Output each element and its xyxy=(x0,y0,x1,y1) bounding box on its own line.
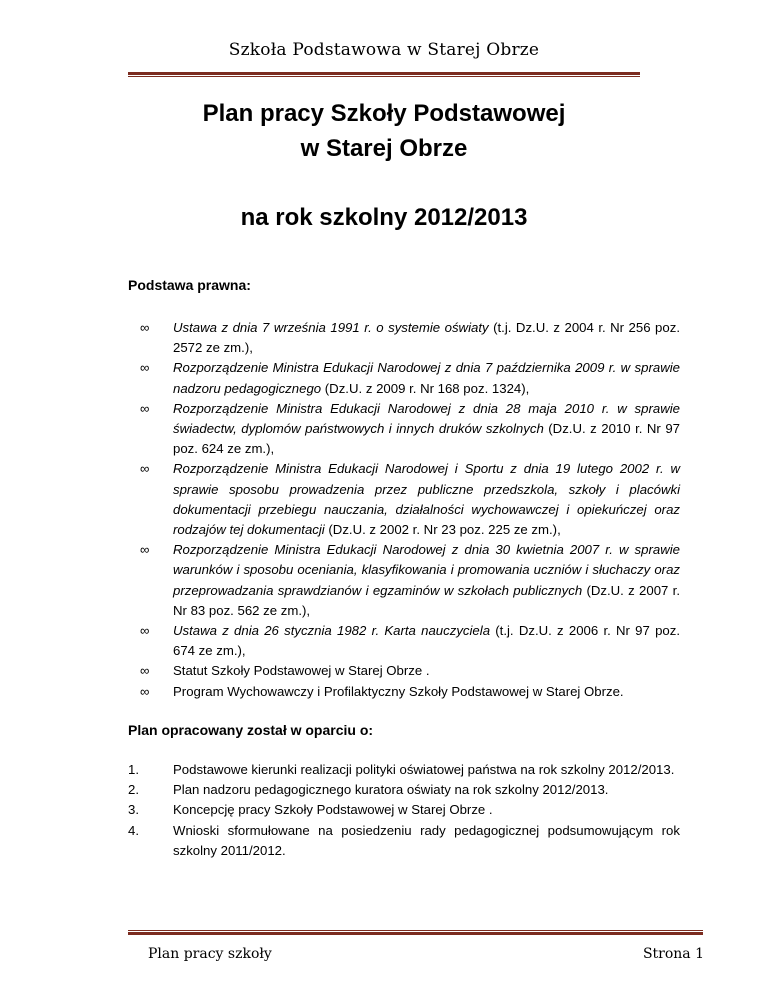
infinity-bullet-icon: ∞ xyxy=(140,320,150,335)
list-item: ∞ Program Wychowawczy i Profilaktyczny Szkoły Podstawowej w Starej Obrze. xyxy=(128,682,680,702)
infinity-bullet-icon: ∞ xyxy=(140,663,150,679)
title-line-2: w Starej Obrze xyxy=(300,135,468,162)
based-on-heading: Plan opracowany został w oparciu o: xyxy=(128,722,374,738)
infinity-bullet-icon: ∞ xyxy=(140,683,150,699)
item-number: 1. xyxy=(128,762,139,777)
list-item: 3. Koncepcję pracy Szkoły Podstawowej w Starej Obrze . xyxy=(128,800,680,820)
list-item: ∞ Rozporządzenie Ministra Edukacji Narodowej z dnia 30 kwietnia 2007 r. w sprawie warunków i sposobu oceniania, klasyfikowania i promowania uczniów i słuchaczy oraz przeprowadzania sprawdzianów i egzaminów w szkołach publicznych (Dz.U. z 2007 r. Nr 83 poz. 562 ze zm.), xyxy=(140,542,680,618)
list-item: 4. Wnioski sformułowane na posiedzeniu rady pedagogicznej podsumowującym rok szkolny 2011/2012. xyxy=(128,822,680,858)
list-item: ∞ Rozporządzenie Ministra Edukacji Narodowej i Sportu z dnia 19 lutego 2002 r. w sprawie sposobu prowadzenia przez publiczne przedszkola, szkoły i placówki dokumentacji przebiegu nauczania, działalności wychowawczej i opiekuńczej oraz rodzajów tej dokumentacji (Dz.U. z 2002 r. Nr 23 poz. 225 ze zm.), xyxy=(140,461,680,538)
list-item: ∞ Rozporządzenie Ministra Edukacji Narodowej z dnia 28 maja 2010 r. w sprawie świadectw, dyplomów państwowych i innych druków szkolnych (Dz.U. z 2010 r. Nr 97 poz. 624 ze zm.), xyxy=(140,400,680,457)
legal-basis-list xyxy=(128,318,680,702)
list-item: 1. Podstawowe kierunki realizacji polityki oświatowej państwa na rok szkolny 2012/2013. xyxy=(128,760,680,780)
header-divider xyxy=(128,72,640,77)
list-item: ∞ Ustawa z dnia 26 stycznia 1982 r. Karta nauczyciela (t.j. Dz.U. z 2006 r. Nr 97 poz. 674 ze zm.), xyxy=(140,623,680,659)
list-item: ∞ Ustawa z dnia 7 września 1991 r. o systemie oświaty (t.j. Dz.U. z 2004 r. Nr 256 poz. 2572 ze zm.), xyxy=(140,320,680,356)
list-item: 2. Plan nadzoru pedagogicznego kuratora oświaty na rok szkolny 2012/2013. xyxy=(128,780,680,800)
item-number: 4. xyxy=(128,822,139,838)
infinity-bullet-icon: ∞ xyxy=(140,623,150,639)
legal-basis-heading: Podstawa prawna: xyxy=(128,277,251,293)
item-number: 3. xyxy=(128,802,139,818)
footer-title: Plan pracy szkoły xyxy=(148,946,272,962)
item-number: 2. xyxy=(128,782,139,798)
infinity-bullet-icon: ∞ xyxy=(140,360,150,376)
based-on-list xyxy=(128,760,680,861)
page-header: Szkoła Podstawowa w Starej Obrze xyxy=(228,40,540,60)
title-line-1: Plan pracy Szkoły Podstawowej xyxy=(202,100,566,127)
document-title xyxy=(0,96,768,166)
list-item: ∞ Rozporządzenie Ministra Edukacji Narodowej z dnia 7 października 2009 r. w sprawie nadzoru pedagogicznego (Dz.U. z 2009 r. Nr 168 poz. 1324), xyxy=(140,360,680,396)
list-item: ∞ Statut Szkoły Podstawowej w Starej Obrze . xyxy=(128,661,680,681)
infinity-bullet-icon: ∞ xyxy=(140,542,150,558)
page-number: Strona 1 xyxy=(642,946,704,962)
footer-divider xyxy=(128,930,703,935)
document-subtitle: na rok szkolny 2012/2013 xyxy=(240,204,528,231)
infinity-bullet-icon: ∞ xyxy=(140,461,150,477)
infinity-bullet-icon: ∞ xyxy=(140,400,150,416)
